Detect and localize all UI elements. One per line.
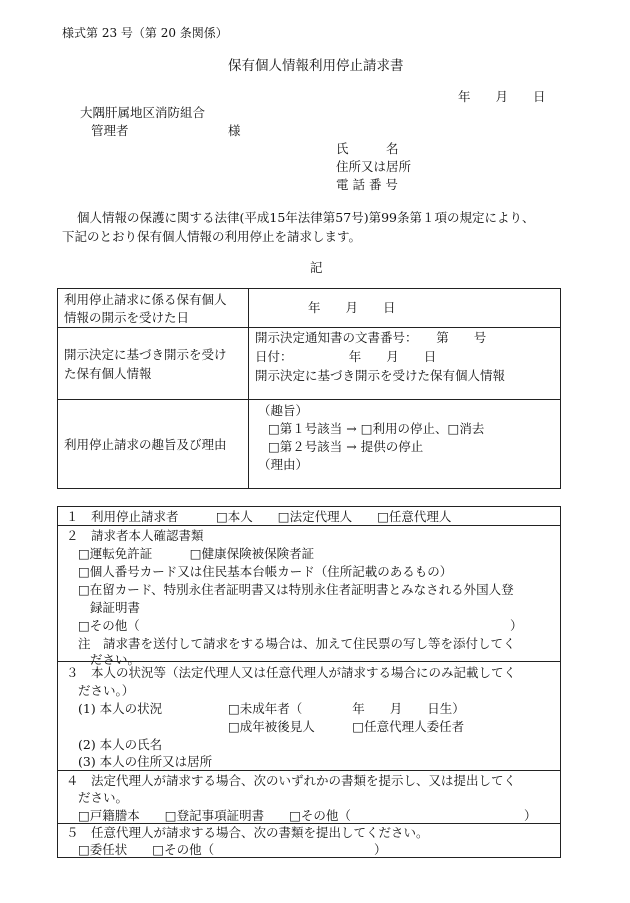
person-name-label: (2) 本人の氏名: [78, 737, 163, 752]
purpose-heading: （趣旨）: [258, 403, 309, 418]
applicant-phone-label: 電 話 番 号: [336, 177, 398, 192]
recipient-honorific: 様: [228, 123, 241, 138]
legal-agent-docs: □戸籍謄本 □登記事項証明書 □その他（: [78, 808, 351, 823]
section-1-requester-type: １ 利用停止請求者 □本人 □法定代理人 □任意代理人: [66, 509, 452, 524]
disclosed-info-label-2: た保有個人情報: [64, 366, 152, 381]
id-docs-note-1: 注 請求書を送付して請求をする場合は、加えて住民票の写し等を添付してく: [78, 636, 516, 651]
disclosure-date-value: 年 月 日: [308, 300, 396, 315]
recipient-org: 大隅肝属地区消防組合: [80, 105, 206, 120]
id-docs-line-2: □個人番号カード又は住民基本台帳カード（住所記載のあるもの）: [78, 564, 453, 579]
notice-date: 日付： 年 月 日: [255, 349, 437, 364]
intro-line-1: 個人情報の保護に関する法律(平成15年法律第57号)第99条第１項の規定により、: [77, 210, 535, 225]
section-4-title-1: ４ 法定代理人が請求する場合、次のいずれかの書類を提示し、又は提出してく: [66, 773, 517, 788]
applicant-address-label: 住所又は居所: [336, 159, 412, 174]
applicant-name-label: 氏 名: [336, 141, 399, 156]
id-docs-note-2: ださい。: [90, 652, 141, 667]
disclosed-info-value: 開示決定に基づき開示を受けた保有個人情報: [255, 368, 506, 383]
legal-agent-docs-close: ）: [524, 808, 537, 823]
intro-line-2: 下記のとおり保有個人情報の利用停止を請求します。: [62, 229, 362, 244]
purpose-reason-label: 利用停止請求の趣旨及び理由: [64, 437, 227, 452]
voluntary-agent-docs-close: ）: [374, 842, 387, 857]
date-line: 年 月 日: [458, 89, 546, 104]
recipient-admin: 管理者: [91, 123, 129, 138]
id-docs-line-1: □運転免許証 □健康保険被保険者証: [78, 546, 315, 561]
voluntary-agent-docs: □委任状 □その他（: [78, 842, 215, 857]
ki-heading: 記: [310, 260, 323, 275]
section-2-title: ２ 請求者本人確認書類: [66, 528, 204, 543]
section-3-title-1: ３ 本人の状況等（法定代理人又は任意代理人が請求する場合にのみ記載してく: [66, 665, 517, 680]
person-address-label: (3) 本人の住所又は居所: [78, 754, 213, 769]
section-4-title-2: ださい。: [78, 790, 129, 805]
person-status-guardian: □成年被後見人 □任意代理人委任者: [228, 719, 465, 734]
form-number: 様式第 23 号（第 20 条関係）: [62, 26, 228, 40]
disclosure-date-label-1: 利用停止請求に係る保有個人: [64, 292, 227, 307]
id-docs-other-close: ）: [510, 618, 523, 633]
disclosed-info-label-1: 開示決定に基づき開示を受け: [64, 347, 227, 362]
notice-document-number: 開示決定通知書の文書番号： 第 号: [255, 330, 487, 345]
person-status-label: (1) 本人の状況: [78, 701, 163, 716]
document-title: 保有個人情報利用停止請求書: [228, 58, 404, 74]
purpose-item-2: □第２号該当 → 提供の停止: [268, 439, 424, 454]
person-status-minor: □未成年者（ 年 月 日生）: [228, 701, 465, 716]
purpose-item-1: □第１号該当 → □利用の停止、□消去: [268, 421, 485, 436]
id-docs-line-4: 録証明書: [90, 600, 141, 615]
section-5-title: ５ 任意代理人が請求する場合、次の書類を提出してください。: [66, 825, 429, 840]
id-docs-other: □その他（: [78, 618, 140, 633]
requester-table: [57, 506, 561, 858]
id-docs-line-3: □在留カード、特別永住者証明書又は特別永住者証明書とみなされる外国人登: [78, 582, 514, 597]
disclosure-date-label-2: 情報の開示を受けた日: [64, 310, 190, 325]
reason-heading: （理由）: [258, 457, 309, 472]
section-3-title-2: ださい。）: [78, 683, 135, 698]
request-detail-table: [57, 288, 561, 489]
